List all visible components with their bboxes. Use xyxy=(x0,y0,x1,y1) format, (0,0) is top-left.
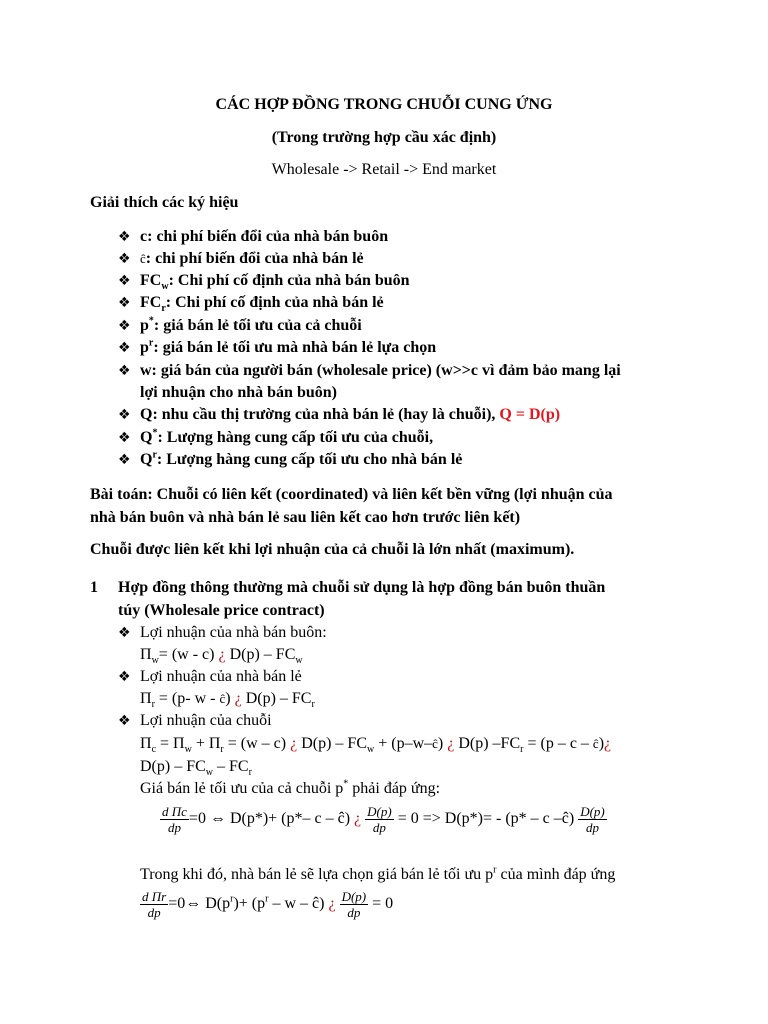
section-title: Hợp đồng thông thường mà chuỗi sử dụng là hợp đồng bán buôn thuần xyxy=(118,579,606,596)
demand-function: Q = D(p) xyxy=(499,406,561,423)
notation-item: ❖ $p^r$: giá bán lẻ tối ưu mà nhà bán lẻ lựa chọn xyxy=(118,337,436,359)
notation-item: ❖ w: giá bán của người bán (wholesale price) (w>>c vì đảm bảo mang lại xyxy=(118,360,621,382)
diamond-bullet-icon: ❖ xyxy=(118,363,131,379)
notation-item: ❖ $FC_r$: Chi phí cố định của nhà bán lẻ xyxy=(118,294,384,315)
retailer-optimality-equation: $\frac{\text{d Πr}}{dp}$ =0⇔ $D(p^r)+ (p^r - w$ – ĉ) ¿ $\frac{D(p)}{dp}$ = 0 xyxy=(142,888,394,920)
derivative-fraction: $\frac{D(p)}{dp}$ xyxy=(580,803,605,835)
problem-statement-continued: nhà bán buôn và nhà bán lẻ sau liên kết cao hơn trước liên kết) xyxy=(90,509,521,526)
sub-item: ❖ Lợi nhuận của nhà bán buôn: xyxy=(118,622,327,644)
document-title: CÁC HỢP ĐỒNG TRONG CHUỖI CUNG ỨNG xyxy=(215,96,553,113)
diamond-bullet-icon: ❖ xyxy=(118,407,131,423)
derivative-fraction: $\frac{\text{d Πr}}{dp}$ xyxy=(142,888,167,920)
notation-item: ❖ Q: nhu cầu thị trường của nhà bán lẻ (hay là chuỗi), Q = D(p) xyxy=(118,404,560,426)
notation-item: ❖ $Q^r$: Lượng hàng cung cấp tối ưu cho nhà bán lẻ xyxy=(118,449,462,471)
optimal-chain-price-text: Giá bán lẻ tối ưu của cả chuỗi p* phải đáp ứng: xyxy=(140,778,441,797)
notation-item: ❖ ĉ: chi phí biến đổi của nhà bán lẻ xyxy=(118,248,364,270)
diamond-bullet-icon: ❖ xyxy=(118,295,131,311)
document-subtitle: (Trong trường hợp cầu xác định) xyxy=(271,129,497,146)
problem-statement: Bài toán: Chuỗi có liên kết (coordinated) và liên kết bền vững (lợi nhuận của xyxy=(90,486,613,503)
diamond-bullet-icon: ❖ xyxy=(118,430,131,446)
diamond-bullet-icon: ❖ xyxy=(118,669,131,685)
derivative-fraction: $\frac{D(p)}{dp}$ xyxy=(367,803,392,835)
notation-item: ❖ c: chi phí biến đổi của nhà bán buôn xyxy=(118,226,388,248)
notation-item: ❖ Q*: Lượng hàng cung cấp tối ưu của chuỗi, xyxy=(118,427,433,449)
diamond-bullet-icon: ❖ xyxy=(118,251,131,267)
sub-item: ❖ Lợi nhuận của chuỗi xyxy=(118,710,272,732)
chain-profit-formula: $\Pi_c = \Pi_w + \Pi_r = (w - c)$ ¿ $D(p) - FC_w$ + (p–w–ĉ) ¿ D(p) $-FC_r = (p - c$ – ĉ)¿ xyxy=(140,735,612,756)
diamond-bullet-icon: ❖ xyxy=(118,318,131,334)
notation-heading: Giải thích các ký hiệu xyxy=(90,194,239,211)
notation-item: ❖ $FC_w$: Chi phí cố định của nhà bán buôn xyxy=(118,272,410,293)
section-number: 1 xyxy=(90,579,98,596)
diamond-bullet-icon: ❖ xyxy=(118,340,131,356)
diamond-bullet-icon: ❖ xyxy=(118,273,131,289)
chain-statement: Chuỗi được liên kết khi lợi nhuận của cả chuỗi là lớn nhất (maximum). xyxy=(90,541,575,558)
diamond-bullet-icon: ❖ xyxy=(118,713,131,729)
sub-item: ❖ Lợi nhuận của nhà bán lẻ xyxy=(118,666,302,688)
chain-optimality-equation: $\frac{\text{d Πc}}{dp}$ =0 ⇔ D(p*)+ (p*– c – ĉ) ¿ $\frac{D(p)}{dp}$ = 0 => D(p*)= - (p* – c –ĉ) $\frac{D(p)}{dp}$ xyxy=(162,803,605,835)
section-title-continued: túy (Wholesale price contract) xyxy=(118,602,325,619)
diamond-bullet-icon: ❖ xyxy=(118,452,131,468)
derivative-fraction: $\frac{D(p)}{dp}$ xyxy=(341,888,367,920)
notation-item: ❖ p*: giá bán lẻ tối ưu của cả chuỗi xyxy=(118,315,362,337)
supply-flow: Wholesale -> Retail -> End market xyxy=(271,161,497,178)
wholesaler-profit-formula: $\Pi_w= (w - c)$ ¿ $D(p) - FC_w$ xyxy=(140,646,303,667)
notation-item-continued: lợi nhuận cho nhà bán buôn) xyxy=(140,384,337,401)
retailer-optimal-text: Trong khi đó, nhà bán lẻ sẽ lựa chọn giá bán lẻ tối ưu $p^r$ của mình đáp ứng xyxy=(140,864,616,883)
derivative-fraction: $\frac{\text{d Πc}}{dp}$ xyxy=(162,803,187,835)
chain-profit-formula-continued: $D(p) - FC_w - FC_r$ xyxy=(140,758,252,779)
diamond-bullet-icon: ❖ xyxy=(118,625,131,641)
retailer-profit-formula: $\Pi_r = (p-$ w - ĉ) ¿ $D(p) - FC_r$ xyxy=(140,690,315,711)
diamond-bullet-icon: ❖ xyxy=(118,229,131,245)
